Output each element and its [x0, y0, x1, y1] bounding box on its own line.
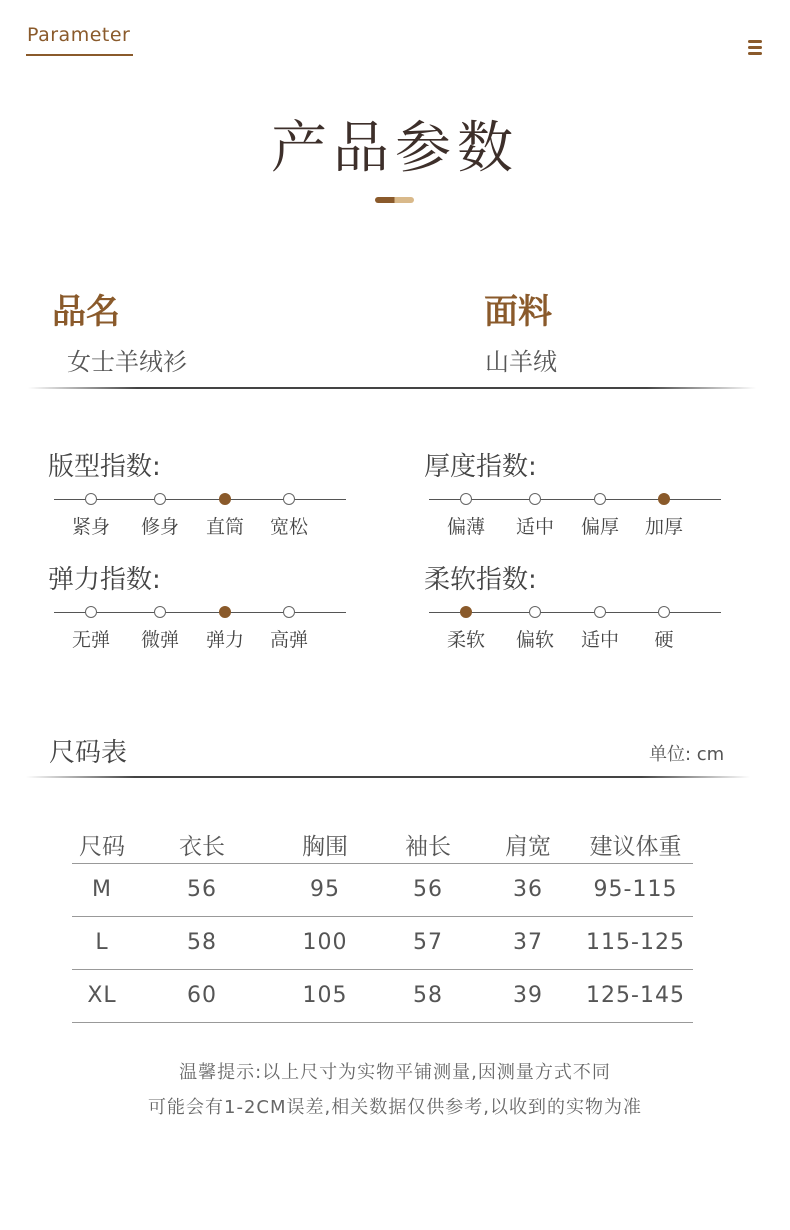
note-line-1: 温馨提示:以上尺寸为实物平铺测量,因测量方式不同: [179, 1062, 611, 1083]
table-cell: 56: [378, 863, 478, 916]
header-size: 尺码: [72, 826, 132, 863]
scale-dot: [85, 606, 97, 618]
scale-label: 修身: [140, 516, 179, 538]
scale-dot: [594, 606, 606, 618]
table-cell: 125-145: [578, 969, 693, 1022]
scale-label: 适中: [580, 629, 619, 651]
table-cell: 37: [478, 916, 578, 969]
scale-label: 柔软: [446, 629, 485, 651]
size-chart-unit: 单位: cm: [649, 744, 725, 765]
elasticity-index-title: 弹力指数:: [48, 565, 161, 595]
scale-dot: [529, 606, 541, 618]
thickness-index-scale: [429, 492, 721, 538]
table-cell: 36: [478, 863, 578, 916]
header-sleeve: 袖长: [378, 826, 478, 863]
scale-line: [429, 612, 721, 613]
table-cell: 58: [378, 969, 478, 1022]
scale-dot: [283, 493, 295, 505]
scale-label: 弹力: [205, 629, 244, 651]
table-row: [72, 916, 693, 969]
softness-index-title: 柔软指数:: [424, 565, 537, 595]
scale-label: 紧身: [71, 516, 110, 538]
scale-line: [54, 499, 346, 500]
product-divider: [28, 387, 756, 389]
elasticity-index-scale: [54, 605, 346, 651]
material-label: 面料: [484, 292, 552, 332]
header-chest: 胸围: [272, 826, 378, 863]
scale-label: 宽松: [269, 516, 308, 538]
scale-dot: [154, 493, 166, 505]
table-cell: 56: [132, 863, 272, 916]
table-row: [72, 863, 693, 916]
table-cell: XL: [72, 969, 132, 1022]
scale-dot: [283, 606, 295, 618]
scale-label: 无弹: [71, 629, 110, 651]
product-name-value: 女士羊绒衫: [67, 348, 187, 376]
scale-line: [429, 499, 721, 500]
thickness-index-title: 厚度指数:: [424, 452, 537, 482]
size-chart-title: 尺码表: [49, 738, 128, 768]
table-cell: 115-125: [578, 916, 693, 969]
scale-dot-selected: [460, 606, 472, 618]
material-value: 山羊绒: [485, 348, 557, 376]
scale-dot-selected: [219, 493, 231, 505]
scale-dot: [460, 493, 472, 505]
title-decoration-bar: [375, 197, 414, 203]
note-line-2: 可能会有1-2CM误差,相关数据仅供参考,以收到的实物为准: [148, 1097, 642, 1118]
scale-dot: [594, 493, 606, 505]
fit-index-title: 版型指数:: [48, 452, 161, 482]
table-cell: 57: [378, 916, 478, 969]
scale-dot: [154, 606, 166, 618]
scale-label: 加厚: [644, 516, 683, 538]
parameter-underline: [26, 54, 133, 56]
table-cell: 95-115: [578, 863, 693, 916]
fit-index-scale: [54, 492, 346, 538]
softness-index-scale: [429, 605, 721, 651]
menu-icon[interactable]: [748, 40, 762, 56]
table-cell: M: [72, 863, 132, 916]
scale-label: 偏厚: [580, 516, 619, 538]
scale-label: 偏薄: [446, 516, 485, 538]
scale-dot: [85, 493, 97, 505]
scale-label: 硬: [654, 629, 674, 651]
scale-label: 偏软: [515, 629, 554, 651]
size-table-header-row: [72, 826, 693, 863]
product-name-label: 品名: [52, 292, 120, 332]
scale-label: 微弹: [140, 629, 179, 651]
page-title: 产品参数: [271, 116, 519, 181]
table-row: [72, 969, 693, 1022]
size-chart-divider: [26, 776, 750, 778]
scale-dot-selected: [658, 493, 670, 505]
scale-dot: [658, 606, 670, 618]
table-cell: 100: [272, 916, 378, 969]
parameter-tag: Parameter: [27, 24, 131, 46]
scale-dot: [529, 493, 541, 505]
scale-dot-selected: [219, 606, 231, 618]
table-cell: 39: [478, 969, 578, 1022]
header-shoulder: 肩宽: [478, 826, 578, 863]
table-cell: 95: [272, 863, 378, 916]
table-cell: L: [72, 916, 132, 969]
table-cell: 60: [132, 969, 272, 1022]
header-length: 衣长: [132, 826, 272, 863]
scale-line: [54, 612, 346, 613]
scale-label: 直筒: [205, 516, 244, 538]
size-table: [72, 826, 693, 1023]
table-cell: 58: [132, 916, 272, 969]
scale-label: 高弹: [269, 629, 308, 651]
scale-label: 适中: [515, 516, 554, 538]
header-weight: 建议体重: [578, 826, 693, 863]
table-cell: 105: [272, 969, 378, 1022]
